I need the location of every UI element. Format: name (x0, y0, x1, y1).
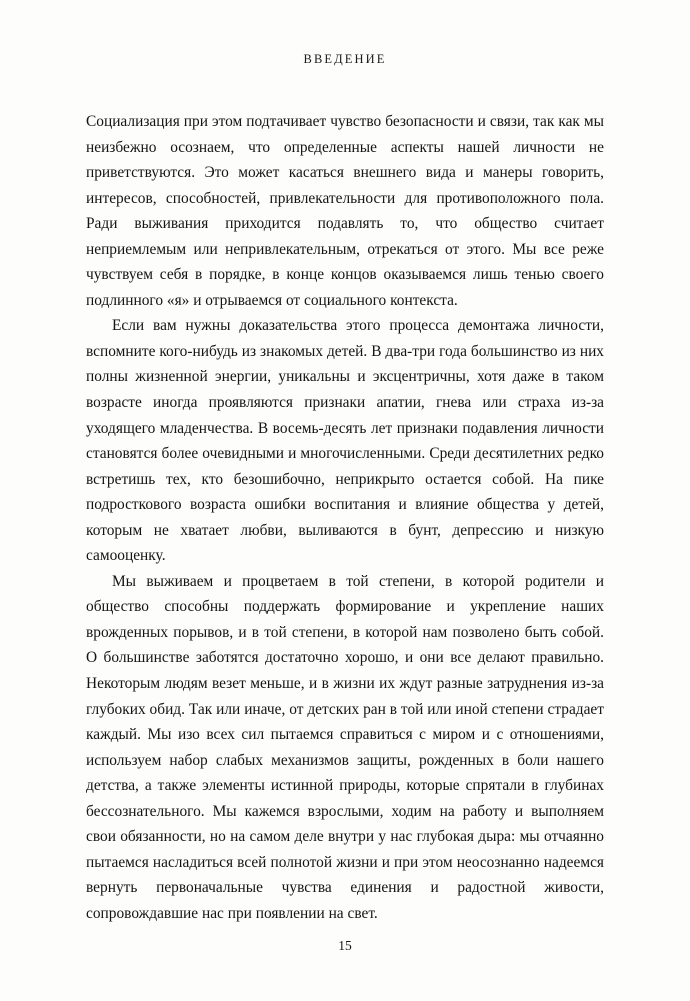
paragraph: Мы выживаем и процветаем в той степени, в которой родители и общество способны поддержать формирование и укрепление наших врожденных порывов, и в той степени, в которой нам позволено быть собой. О большинстве заботятся достаточно хорошо, и они все делают правильно. Некоторым людям везет меньше, и в жизни их ждут разные затруднения из-за глубоких обид. Так или иначе, от детских ран в той или иной степени страдает каждый. Мы изо всех сил пытаемся справиться с миром и с отношениями, используем набор слабых механизмов защиты, рожденных в боли нашего детства, а также элементы истинной природы, которые спрятали в глубинах бессознательного. Мы кажемся взрослыми, ходим на работу и выполняем свои обязанности, но на самом деле внутри у нас глубокая дыра: мы отчаянно пытаемся насладиться всей полнотой жизни и при этом неосознанно надеемся вернуть первоначальные чувства единения и радостной живости, сопровождавшие нас при появлении на свет. (86, 572, 604, 922)
running-head: ВВЕДЕНИЕ (303, 52, 387, 66)
paragraph: Если вам нужны доказательства этого процесса демонтажа личности, вспомните кого-нибудь из знакомых детей. В два-три года большинство из них полны жизненной энергии, уникальны и эксцентричны, хотя даже в таком возрасте иногда проявляются признаки апатии, гнева или страха из-за уходящего младенчества. В восемь-десять лет признаки подавления личности становятся более очевидными и многочисленными. Среди десятилетних редко встретишь тех, кто безошибочно, неприкрыто остается собой. На пике подросткового возраста ошибки воспитания и влияние общества у детей, которым не хватает любви, выливаются в бунт, депрессию и низкую самооценку. (86, 317, 604, 565)
page-content (86, 52, 604, 927)
body-text (86, 109, 604, 927)
page-number: 15 (338, 938, 352, 953)
paragraph: Социализация при этом подтачивает чувство безопасности и связи, так как мы неизбежно осознаем, что определенные аспекты нашей личности не приветствуются. Это может касаться внешнего вида и манеры говорить, интересов, способностей, привлекательности для противоположного пола. Ради выживания приходится подавлять то, что общество считает неприемлемым или непривлекательным, отрекаться от этого. Мы все реже чувствуем себя в порядке, в конце концов оказываемся лишь тенью своего подлинного «я» и отрываемся от социального контекста. (86, 113, 604, 309)
